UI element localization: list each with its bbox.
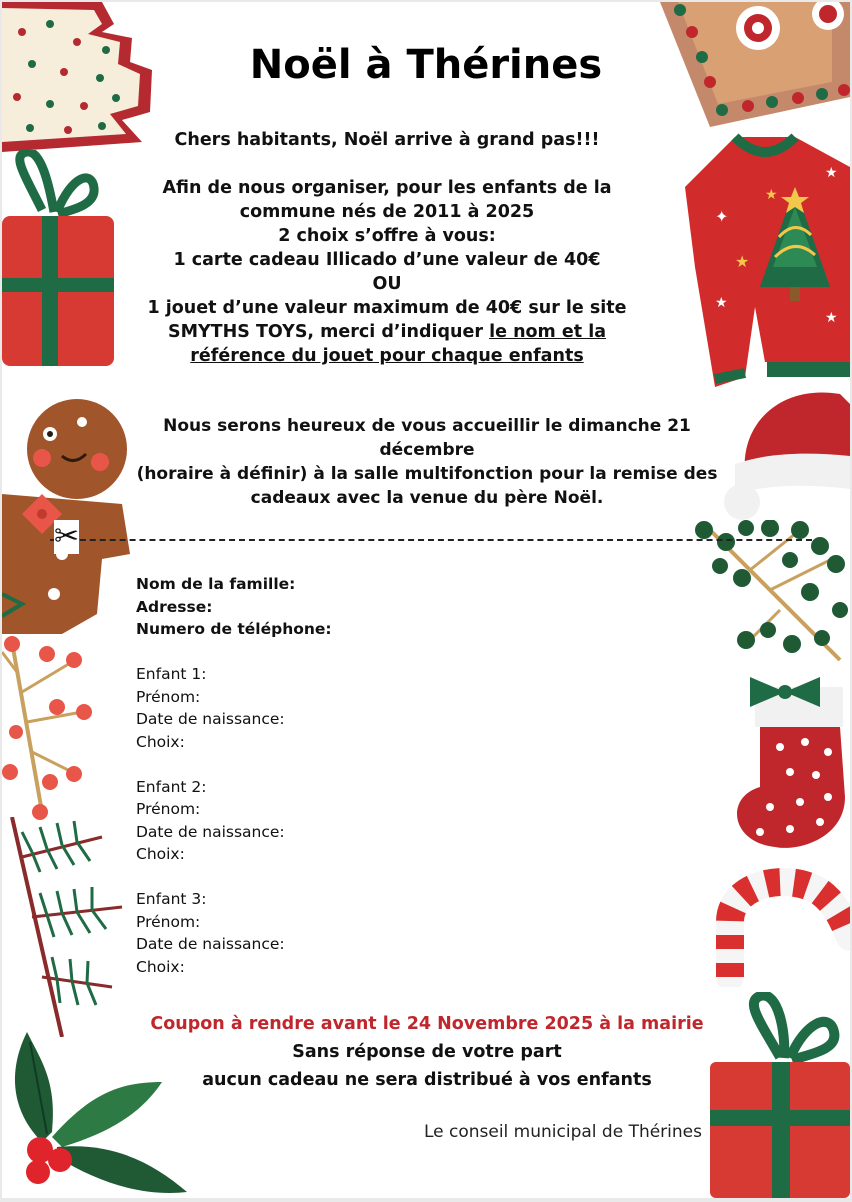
intro-line: OU (372, 274, 402, 294)
intro-line-with-underline (137, 320, 637, 344)
svg-text:✦: ✦ (715, 207, 729, 226)
spacer (136, 753, 332, 776)
address-label: Adresse: (136, 597, 213, 616)
event-line: (horaire à définir) à la salle multifonction pour la remise des (136, 464, 718, 484)
intro-line-prefix: SMYTHS TOYS, merci d’indiquer (167, 322, 490, 342)
warning-text: aucun cadeau ne sera distribué à vos enfants (202, 1070, 652, 1090)
phone-label: Numero de téléphone: (136, 620, 332, 638)
flyer-page (2, 2, 850, 1198)
intro-block (137, 128, 637, 368)
child-birthdate-label: Date de naissance: (136, 822, 285, 841)
svg-text:★: ★ (765, 187, 778, 203)
scissors-icon: ✂ (54, 519, 80, 554)
child-choice-label: Choix: (136, 845, 185, 863)
child-title: Enfant 3: (136, 890, 207, 908)
child-firstname-label: Prénom: (136, 687, 201, 706)
intro-line: 1 carte cadeau Illicado d’une valeur de 40€ (173, 250, 601, 270)
pine-branch-icon (2, 817, 132, 1037)
intro-line: 2 choix s’offre à vous: (278, 226, 496, 246)
coupon-form (136, 573, 332, 978)
event-info (122, 414, 732, 510)
intro-line: commune nés de 2011 à 2025 (239, 202, 535, 222)
event-line: Nous serons heureux de vous accueillir le dimanche 21 décembre (163, 416, 691, 460)
sweater-icon (675, 127, 850, 397)
candy-cane-icon (710, 867, 850, 987)
intro-line: Afin de nous organiser, pour les enfants de la (162, 178, 612, 198)
gingerbread-icon (2, 394, 137, 634)
child-choice-label: Choix: (136, 957, 185, 976)
child-title: Enfant 1: (136, 665, 207, 683)
berry-branch-icon (690, 520, 850, 670)
child-title: Enfant 2: (136, 777, 207, 796)
spacer (136, 866, 332, 889)
intro-line: 1 jouet d’une valeur maximum de 40€ sur le site (147, 298, 627, 318)
child-birthdate-label: Date de naissance: (136, 710, 285, 728)
svg-text:★: ★ (825, 310, 838, 326)
footer-notice (112, 1010, 742, 1094)
family-name-label: Nom de la famille: (136, 575, 296, 593)
underlined-text: le nom et la (489, 322, 607, 342)
svg-text:★: ★ (735, 252, 750, 271)
berry-branch-icon (2, 632, 112, 822)
stocking-icon (720, 657, 850, 857)
underlined-text: référence du jouet pour chaque enfants (190, 346, 584, 366)
signature-text: Le conseil municipal de Thérines (423, 1122, 702, 1142)
greeting-text: Chers habitants, Noël arrive à grand pas!!! (174, 130, 600, 150)
warning-text: Sans réponse de votre part (292, 1042, 562, 1062)
svg-text:★: ★ (825, 165, 838, 181)
deadline-text: Coupon à rendre avant le 24 Novembre 2025 à la mairie (150, 1014, 704, 1034)
cut-line (50, 539, 812, 541)
child-firstname-label: Prénom: (136, 800, 201, 818)
gift-icon (2, 150, 117, 370)
santa-hat-icon (720, 384, 850, 524)
spacer (136, 641, 332, 664)
page-title: Noël à Thérines (249, 42, 603, 88)
child-choice-label: Choix: (136, 732, 185, 751)
child-birthdate-label: Date de naissance: (136, 935, 285, 953)
child-firstname-label: Prénom: (136, 912, 201, 931)
event-line: cadeaux avec la venue du père Noël. (250, 488, 604, 508)
svg-text:★: ★ (715, 295, 728, 311)
spacer (137, 152, 637, 176)
